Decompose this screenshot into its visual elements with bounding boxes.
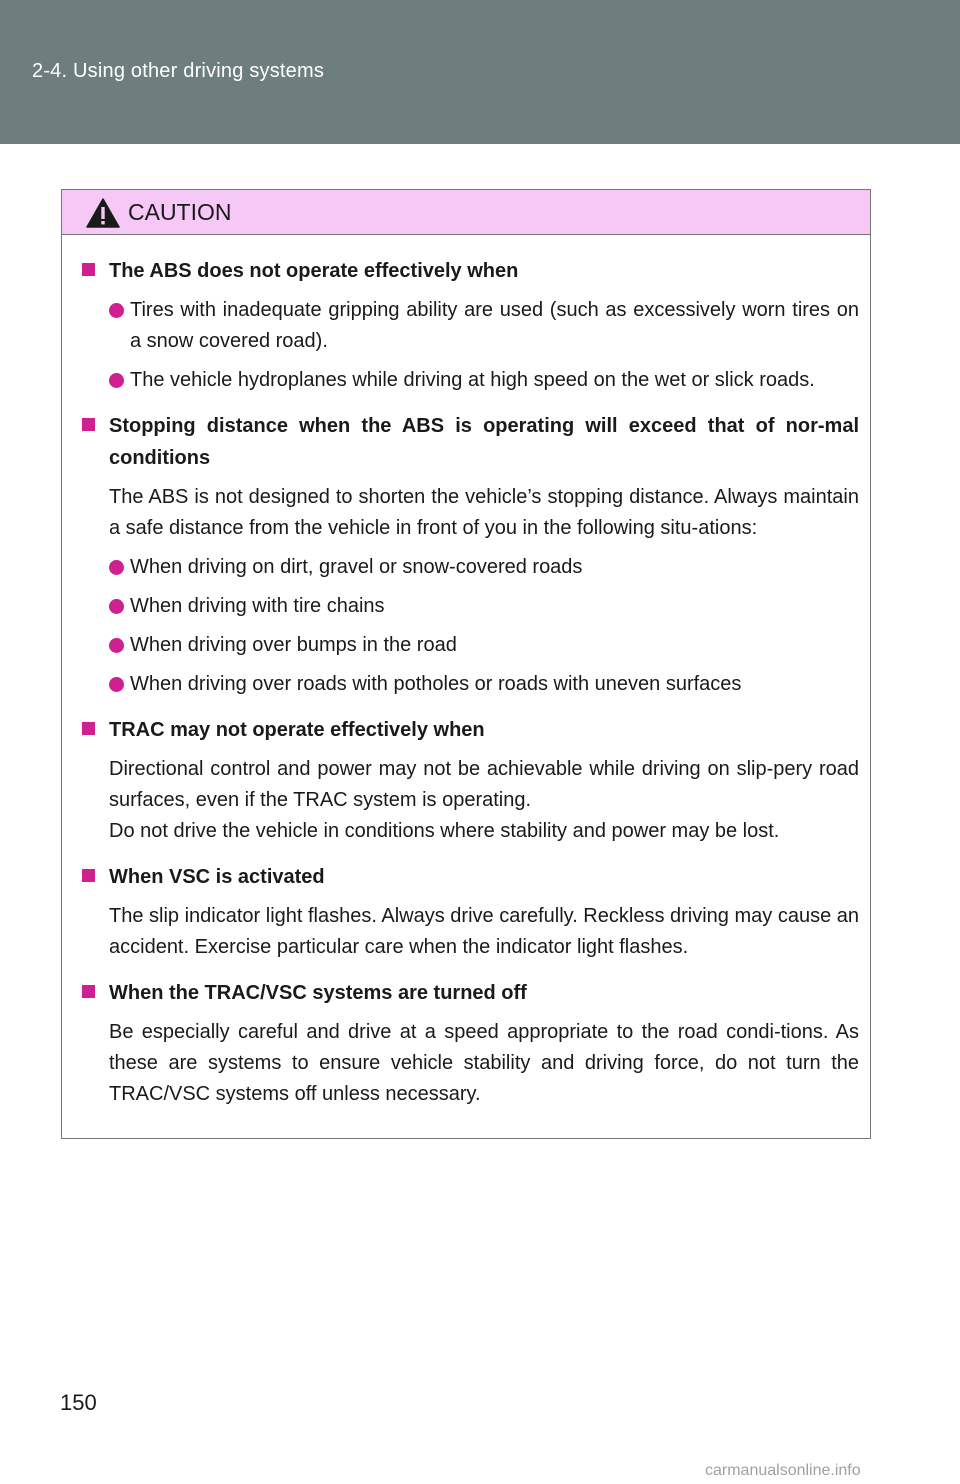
- square-bullet-icon: [82, 263, 95, 276]
- list-item: When driving over bumps in the road: [82, 630, 859, 661]
- list-item: Tires with inadequate gripping ability are used (such as excessively worn tires on a snow covered road).: [82, 295, 859, 357]
- square-bullet-icon: [82, 418, 95, 431]
- list-item: The vehicle hydroplanes while driving at high speed on the wet or slick roads.: [82, 365, 859, 396]
- section-trac-ineffective: [82, 714, 859, 847]
- page-header: [0, 0, 960, 144]
- section-heading: When VSC is activated: [109, 866, 325, 888]
- caution-box: [61, 189, 871, 1139]
- page-number: 150: [60, 1390, 97, 1415]
- circle-bullet-icon: [109, 677, 124, 692]
- circle-bullet-icon: [109, 599, 124, 614]
- section-stopping-distance: [82, 410, 859, 700]
- section-vsc-activated: [82, 861, 859, 963]
- caution-header: [62, 190, 870, 235]
- list-item: When driving with tire chains: [82, 591, 859, 622]
- section-body: The ABS is not designed to shorten the vehicle’s stopping distance. Always maintain a safe distance from the vehicle in front of you in the following situ-ations:: [109, 486, 859, 539]
- list-item: When driving on dirt, gravel or snow-covered roads: [82, 552, 859, 583]
- circle-bullet-icon: [109, 303, 124, 318]
- watermark: carmanualsonline.info: [705, 1462, 861, 1479]
- square-bullet-icon: [82, 722, 95, 735]
- circle-bullet-icon: [109, 638, 124, 653]
- caution-label: CAUTION: [128, 199, 232, 225]
- section-abs-ineffective: [82, 255, 859, 396]
- section-body: Be especially careful and drive at a speed appropriate to the road condi-tions. As these are systems to ensure vehicle stability and driving force, do not turn the TRAC/VSC systems off unless necessary.: [109, 1021, 859, 1105]
- list-item: When driving over roads with potholes or roads with uneven surfaces: [82, 669, 859, 700]
- square-bullet-icon: [82, 985, 95, 998]
- caution-content: [62, 235, 870, 1110]
- circle-bullet-icon: [109, 560, 124, 575]
- circle-bullet-icon: [109, 373, 124, 388]
- section-heading: When the TRAC/VSC systems are turned off: [109, 982, 527, 1004]
- section-body: Directional control and power may not be achievable while driving on slip-pery road surfaces, even if the TRAC system is operating. Do not drive the vehicle in conditions where stability and power may be lost.: [109, 758, 859, 842]
- square-bullet-icon: [82, 869, 95, 882]
- section-body: The slip indicator light flashes. Always drive carefully. Reckless driving may cause an accident. Exercise particular care when the indicator light flashes.: [109, 905, 859, 958]
- section-heading: TRAC may not operate effectively when: [109, 719, 485, 741]
- section-heading: The ABS does not operate effectively when: [109, 260, 519, 282]
- warning-triangle-icon: [86, 198, 120, 228]
- section-trac-vsc-off: [82, 977, 859, 1110]
- section-heading: Stopping distance when the ABS is operating will exceed that of nor-mal conditions: [109, 415, 859, 469]
- section-title: 2-4. Using other driving systems: [32, 60, 325, 82]
